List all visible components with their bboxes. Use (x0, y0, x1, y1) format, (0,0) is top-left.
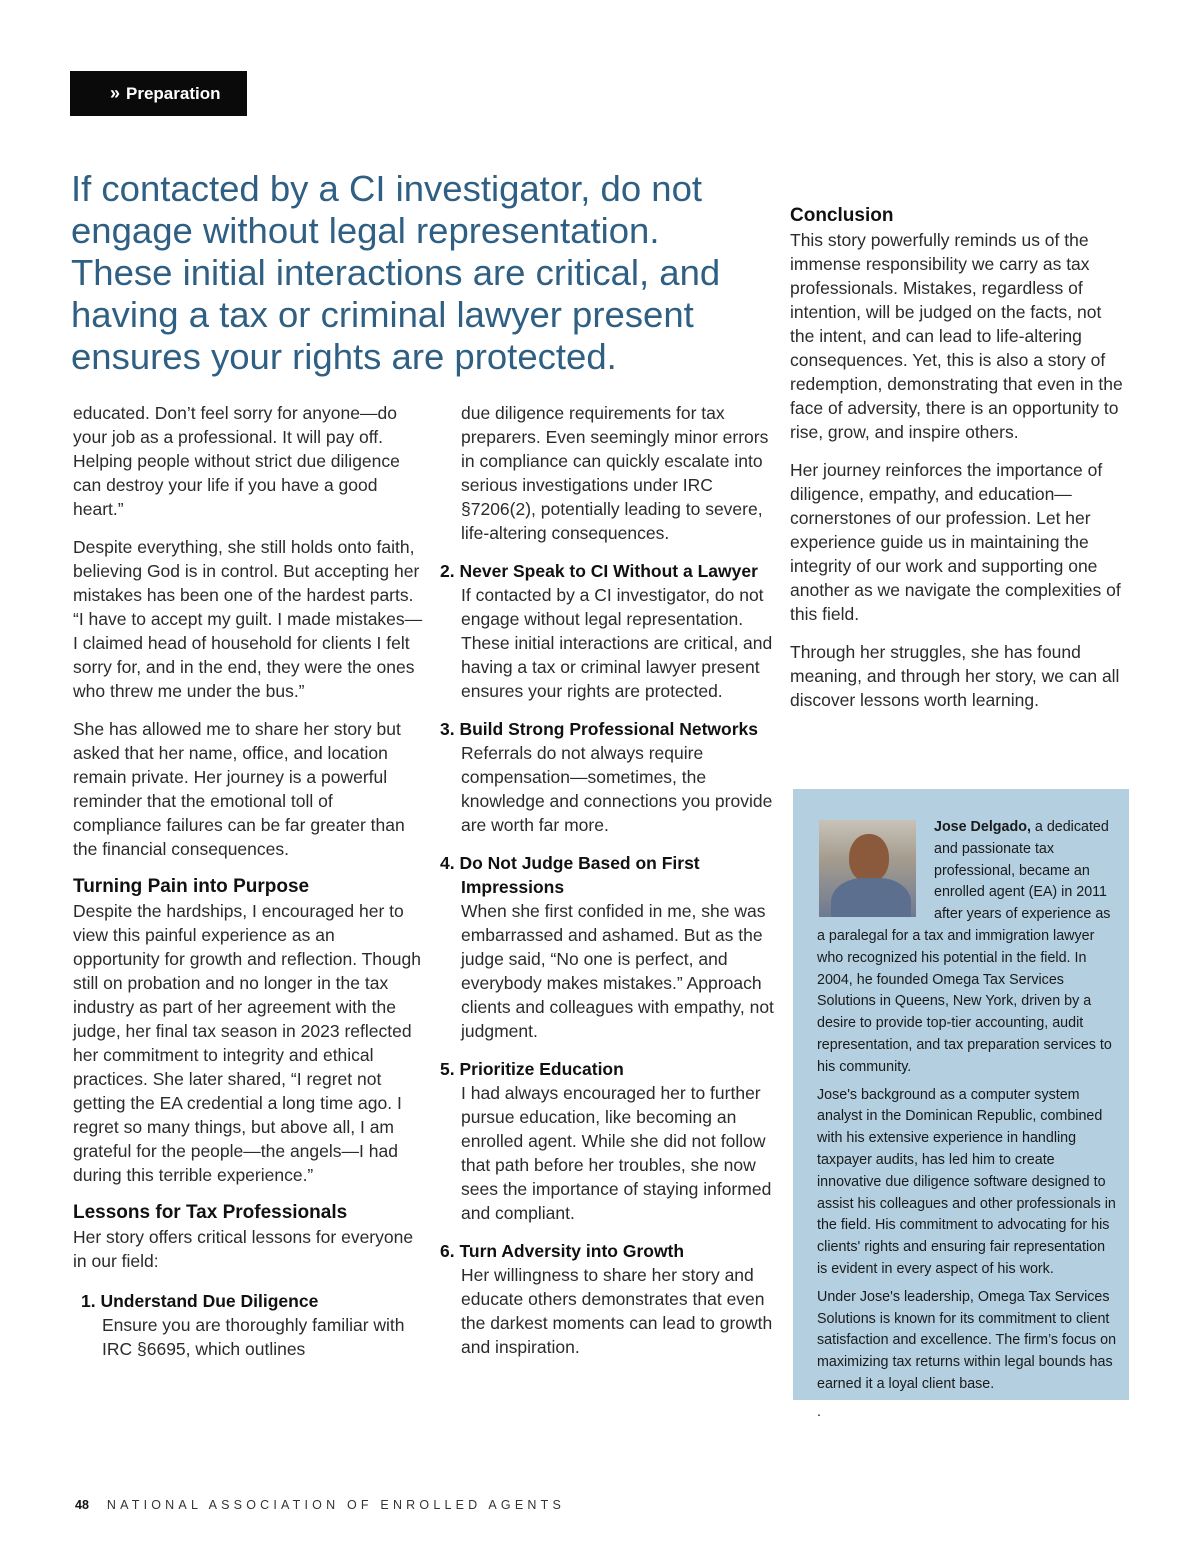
section-tag (70, 71, 247, 116)
author-bio-box (793, 789, 1129, 1420)
lesson-item (440, 1057, 775, 1225)
lesson-title: Never Speak to CI Without a Lawyer (459, 561, 758, 581)
lesson-body: Ensure you are thoroughly familiar with IRC §6695, which outlines (102, 1315, 405, 1359)
paragraph: educated. Don’t feel sorry for anyone—do your job as a professional. It will pay off. Helping people without strict due diligence can destroy your life if you have a good heart.” (73, 403, 400, 519)
section-heading: Lessons for Tax Professionals (73, 1202, 348, 1223)
lesson-title: Turn Adversity into Growth (459, 1241, 685, 1261)
photo-body (831, 878, 911, 917)
lesson-item (81, 1289, 423, 1361)
conclusion-heading: Conclusion (790, 205, 894, 226)
lesson-number: 2. (440, 561, 455, 581)
lesson-item (440, 717, 775, 837)
section-heading: Turning Pain into Purpose (73, 876, 310, 897)
paragraph: Despite the hardships, I encouraged her to view this painful experience as an opportunity for growth and reflection. Though still on probation and no longer in the tax industry as part of her agreement with the judge, her final tax season in 2023 reflected her commitment to integrity and ethical practices. She later shared, “I regret not getting the EA credential a long time ago. I regret so many things, but above all, I am grateful for the people—the angels—I had during this terrible experience.” (73, 901, 421, 1185)
paragraph: Her journey reinforces the importance of diligence, empathy, and education—cornerstones of our profession. Let her experience guide us in maintaining the integrity of our work and supporting one another as we navigate the complexities of this field. (790, 460, 1121, 624)
author-photo (819, 820, 916, 917)
lesson-title: Understand Due Diligence (100, 1291, 319, 1311)
lesson-number: 6. (440, 1241, 455, 1261)
publication-name: NATIONAL ASSOCIATION OF ENROLLED AGENTS (106, 1498, 565, 1512)
lesson-number: 3. (440, 719, 455, 739)
page-footer (75, 1498, 565, 1512)
lesson-body: Referrals do not always require compensation—sometimes, the knowledge and connections you provide are worth far more. (461, 743, 773, 835)
bio-paragraph: Under Jose's leadership, Omega Tax Services Solutions is known for its commitment to client satisfaction and excellence. The firm’s focus on maximizing tax returns within legal bounds has earned it a loyal client base. (817, 1288, 1117, 1392)
paragraph: Through her struggles, she has found meaning, and through her story, we can all discover lessons worth learning. (790, 642, 1120, 710)
paragraph: She has allowed me to share her story but asked that her name, office, and location remain private. Her journey is a powerful reminder that the emotional toll of compliance failures can be far greater than the financial consequences. (73, 719, 405, 859)
lesson-body: Her willingness to share her story and educate others demonstrates that even the darkest moments can lead to growth and inspiration. (461, 1265, 773, 1357)
section-tag-label: Preparation (126, 83, 221, 103)
paragraph: Her story offers critical lessons for everyone in our field: (73, 1227, 414, 1271)
column-1 (73, 401, 423, 1375)
lesson-title: Do Not Judge Based on First Impressions (459, 853, 700, 897)
page-number: 48 (75, 1498, 89, 1512)
lesson-number: 4. (440, 853, 455, 873)
lesson-item (440, 1239, 775, 1359)
bio-paragraph: Jose's background as a computer system analyst in the Dominican Republic, combined with his extensive experience in handling taxpayer audits, has led him to create innovative due diligence software designed to assist his colleagues and other professionals in the field. His commitment to advocating for his clients' rights and ensuring fair representation is evident in every aspect of his work. (817, 1086, 1116, 1277)
bio-text: a dedicated and passionate tax professional, became an enrolled agent (EA) in 2011 after years of experience as a paralegal for a tax and immigration lawyer who recognized his potential in the field. In 2004, he founded Omega Tax Services Solutions in Queens, New York, driven by a desire to provide top-tier accounting, audit representation, and tax preparation services to his community. (817, 819, 1112, 1075)
column-3 (790, 204, 1130, 726)
lesson-title: Prioritize Education (459, 1059, 624, 1079)
column-2 (440, 401, 775, 1373)
paragraph: This story powerfully reminds us of the immense responsibility we carry as tax professionals. Mistakes, regardless of intention, will be judged on the facts, not the intent, and can lead to life-altering consequences. Yet, this is also a story of redemption, demonstrating that even in the face of adversity, there is an opportunity to rise, grow, and inspire others. (790, 230, 1123, 442)
lesson-title: Build Strong Professional Networks (459, 719, 759, 739)
bio-trailing: . (817, 1403, 821, 1420)
lesson-item (440, 851, 775, 1043)
lesson-body: I had always encouraged her to further pursue education, like becoming an enrolled agent. While she did not follow that path before her troubles, she now sees the importance of staying informed and compliant. (461, 1083, 772, 1223)
lesson-body: When she first confided in me, she was embarrassed and ashamed. But as the judge said, “No one is perfect, and everybody makes mistakes.” Approach clients and colleagues with empathy, not judgment. (461, 901, 774, 1041)
paragraph: due diligence requirements for tax preparers. Even seemingly minor errors in compliance can quickly escalate into serious investigations under IRC §7206(2), potentially leading to severe, life-altering consequences. (461, 403, 769, 543)
double-chevron-right-icon: » (110, 83, 121, 103)
pull-quote: If contacted by a CI investigator, do not engage without legal representation. These initial interactions are critical, and having a tax or criminal lawyer present ensures your rights are protected. (71, 168, 721, 377)
lesson-number: 5. (440, 1059, 455, 1079)
lesson-number: 1. (81, 1291, 96, 1311)
photo-head (849, 834, 889, 882)
author-name: Jose Delgado, (934, 819, 1031, 835)
lesson-body: If contacted by a CI investigator, do not engage without legal representation. These initial interactions are critical, and having a tax or criminal lawyer present ensures your rights are protected. (461, 585, 773, 701)
paragraph: Despite everything, she still holds onto faith, believing God is in control. But accepting her mistakes has been one of the hardest parts. “I have to accept my guilt. I made mistakes—I claimed head of household for clients I felt sorry for, and in the end, they were the ones who threw me under the bus.” (73, 537, 423, 701)
lesson-item (440, 559, 775, 703)
